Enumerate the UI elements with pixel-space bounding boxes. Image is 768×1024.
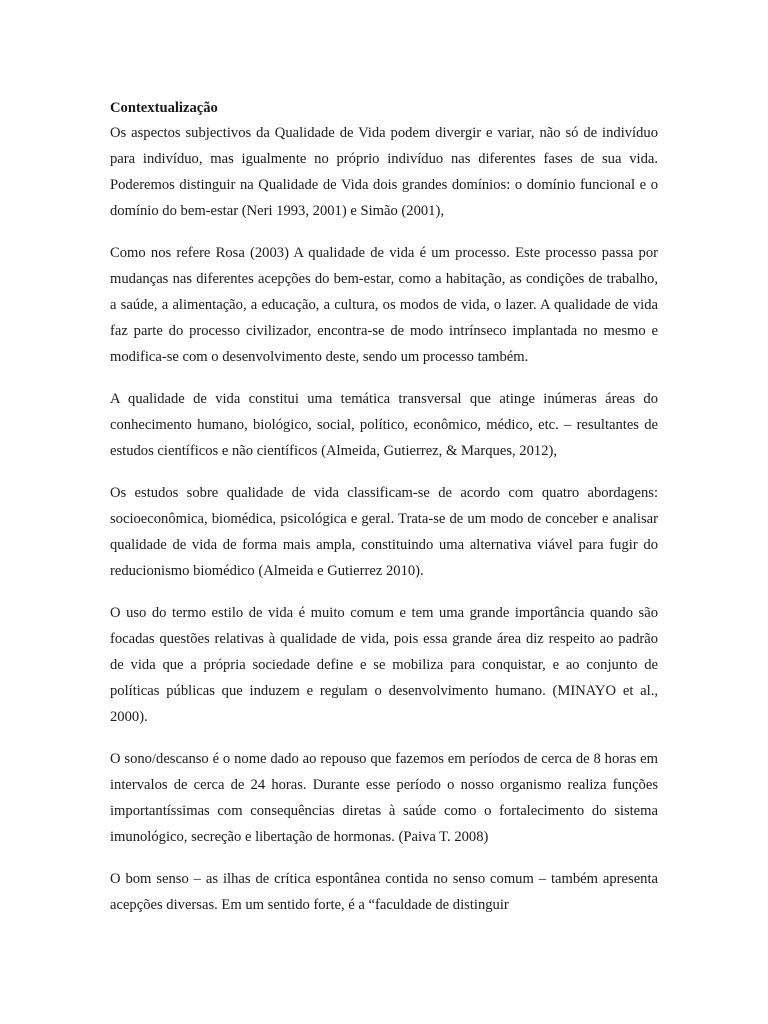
paragraph-estilo-de-vida: O uso do termo estilo de vida é muito comum e tem uma grande importância quando são focadas questões relativas à qualidade de vida, pois essa grande área diz respeito ao padrão de vida que a própria sociedade define e se mobiliza para conquistar, e ao conjunto de políticas públicas que induzem e regulam o desenvolvimento humano. (MINAYO et al., 2000). (110, 605, 658, 725)
document-page (110, 98, 658, 934)
section-heading: Contextualização (110, 100, 218, 116)
paragraph-tematica: A qualidade de vida constitui uma temática transversal que atinge inúmeras áreas do conhecimento humano, biológico, social, político, econômico, médico, etc. – resultantes de estudos científicos e não científicos (Almeida, Gutierrez, & Marques, 2012), (110, 391, 658, 459)
paragraph-estudos: Os estudos sobre qualidade de vida classificam-se de acordo com quatro abordagens: socioeconômica, biomédica, psicológica e geral. Trata-se de um modo de conceber e analisar qualidade de vida de forma mais ampla, constituindo uma alternativa viável para fugir do reducionismo biomédico (Almeida e Gutierrez 2010). (110, 485, 658, 579)
paragraph-bom-senso: O bom senso – as ilhas de crítica espontânea contida no senso comum – também apresenta acepções diversas. Em um sentido forte, é a “faculdade de distinguir (110, 871, 658, 913)
paragraph-sono: O sono/descanso é o nome dado ao repouso que fazemos em períodos de cerca de 8 horas em intervalos de cerca de 24 horas. Durante esse período o nosso organismo realiza funções importantíssimas com consequências diretas à saúde como o fortalecimento do sistema imunológico, secreção e libertação de hormonas. (Paiva T. 2008) (110, 751, 658, 845)
paragraph-rosa: Como nos refere Rosa (2003) A qualidade de vida é um processo. Este processo passa por mudanças nas diferentes acepções do bem-estar, como a habitação, as condições de trabalho, a saúde, a alimentação, a educação, a cultura, os modos de vida, o lazer. A qualidade de vida faz parte do processo civilizador, encontra-se de modo intrínseco implantada no mesmo e modifica-se com o desenvolvimento deste, sendo um processo também. (110, 245, 658, 365)
paragraph-aspectos: Os aspectos subjectivos da Qualidade de Vida podem divergir e variar, não só de indivíduo para indivíduo, mas igualmente no próprio indivíduo nas diferentes fases de sua vida. Poderemos distinguir na Qualidade de Vida dois grandes domínios: o domínio funcional e o domínio do bem-estar (Neri 1993, 2001) e Simão (2001), (110, 125, 658, 219)
